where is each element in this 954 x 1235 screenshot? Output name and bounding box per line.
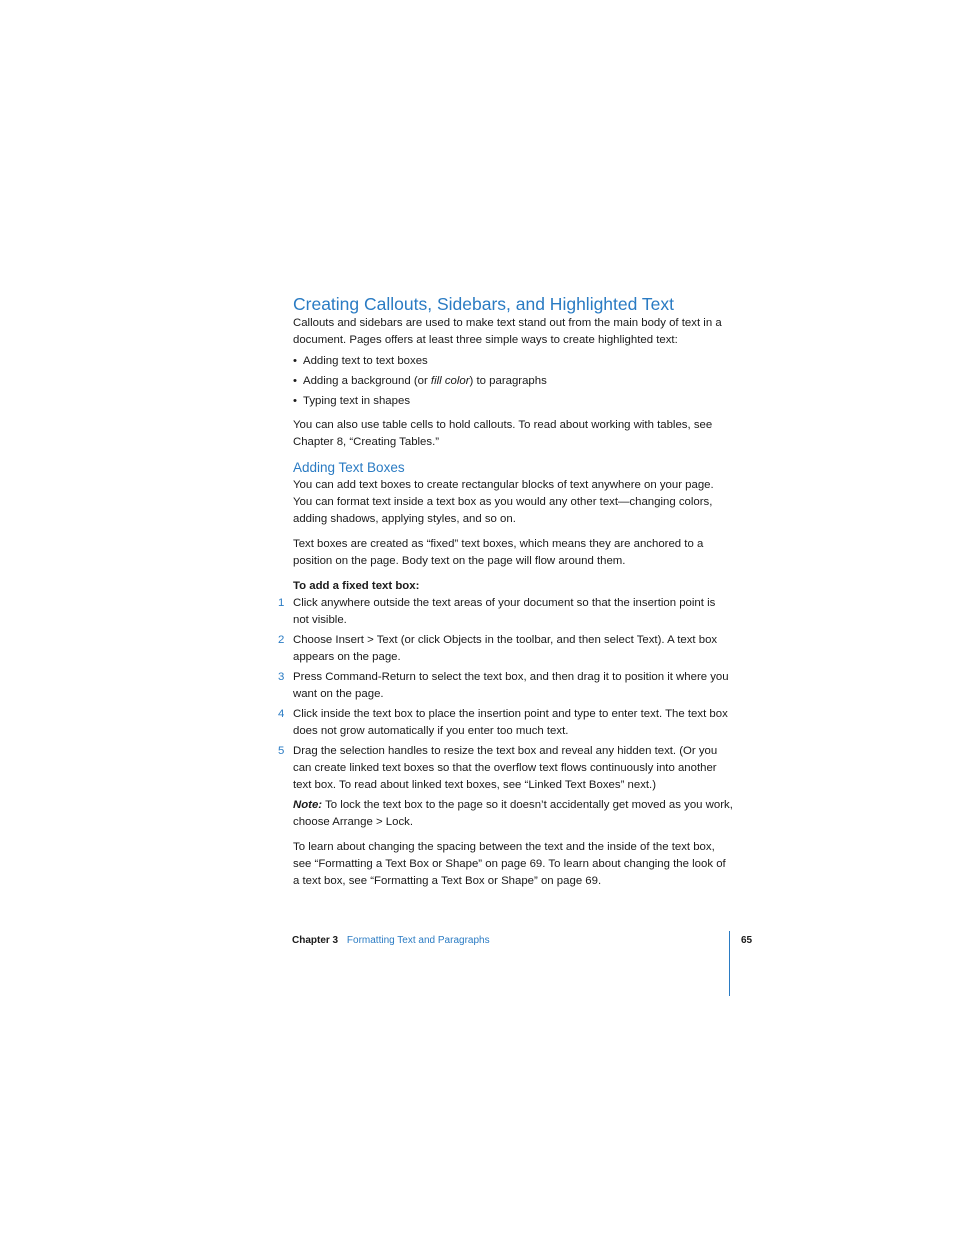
list-item: • Typing text in shapes [293,395,411,407]
step-text: Choose Insert > Text (or click Objects in the toolbar, and then select Text). A text box appears on the page. [293,634,718,663]
footer-chapter-title: Formatting Text and Paragraphs [346,935,490,946]
step-item [278,706,733,740]
step-number: 5 [278,745,285,757]
step-text: Click inside the text box to place the insertion point and type to enter text. The text box does not grow automatically if you enter too much text. [293,708,728,737]
list-item: • Adding text to text boxes [293,355,428,367]
subsection-heading: Adding Text Boxes [293,460,405,475]
section-heading: Creating Callouts, Sidebars, and Highlighted Text [293,294,675,314]
task-title: To add a fixed text box: [293,580,420,592]
step-text: Drag the selection handles to resize the text box and reveal any hidden text. (Or you can create linked text boxes so that the overflow text flows continuously into another text box. To read about linked text boxes, see “Linked Text Boxes” next.) [293,745,718,791]
paragraph: To learn about changing the spacing between the text and the inside of the text box, see “Formatting a Text Box or Shape” on page 69. To learn about changing the look of a text box, see “Formatting a Text Box or Shape” on page 69. [293,841,726,887]
step-text: Press Command-Return to select the text box, and then drag it to position it where you want on the page. [293,671,729,700]
page-footer [292,934,490,948]
section-intro: Callouts and sidebars are used to make text stand out from the main body of text in a document. Pages offers at least three simple ways to create highlighted text: [293,317,722,346]
step-item [278,632,733,666]
step-number: 4 [278,708,285,720]
step-item [278,669,733,703]
note [293,797,733,831]
note-text: To lock the text box to the page so it doesn’t accidentally get moved as you work, choose Arrange > Lock. [293,799,733,828]
paragraph: You can add text boxes to create rectangular blocks of text anywhere on your page. You can format text inside a text box as you would any other text—changing colors, adding shadows, applying styles, and so on. [293,479,714,525]
step-item [278,743,733,794]
page-number: 65 [741,935,753,946]
step-number: 3 [278,671,285,683]
step-text: Click anywhere outside the text areas of your document so that the insertion point is not visible. [293,597,716,626]
paragraph: Text boxes are created as “fixed” text boxes, which means they are anchored to a position on the page. Body text on the page will flow around them. [293,538,704,567]
step-number: 2 [278,634,285,646]
footer-divider [729,931,730,996]
page-content [278,292,733,890]
highlight-methods-list [293,353,733,410]
steps-list [278,595,733,794]
step-item [278,595,733,629]
list-item: • Adding a background (or fill color) to paragraphs [293,375,547,387]
note-label: Note: [293,799,323,811]
table-callout-note: You can also use table cells to hold callouts. To read about working with tables, see Chapter 8, “Creating Tables.” [293,419,713,448]
footer-chapter: Chapter 3 [292,935,339,946]
step-number: 1 [278,597,285,609]
